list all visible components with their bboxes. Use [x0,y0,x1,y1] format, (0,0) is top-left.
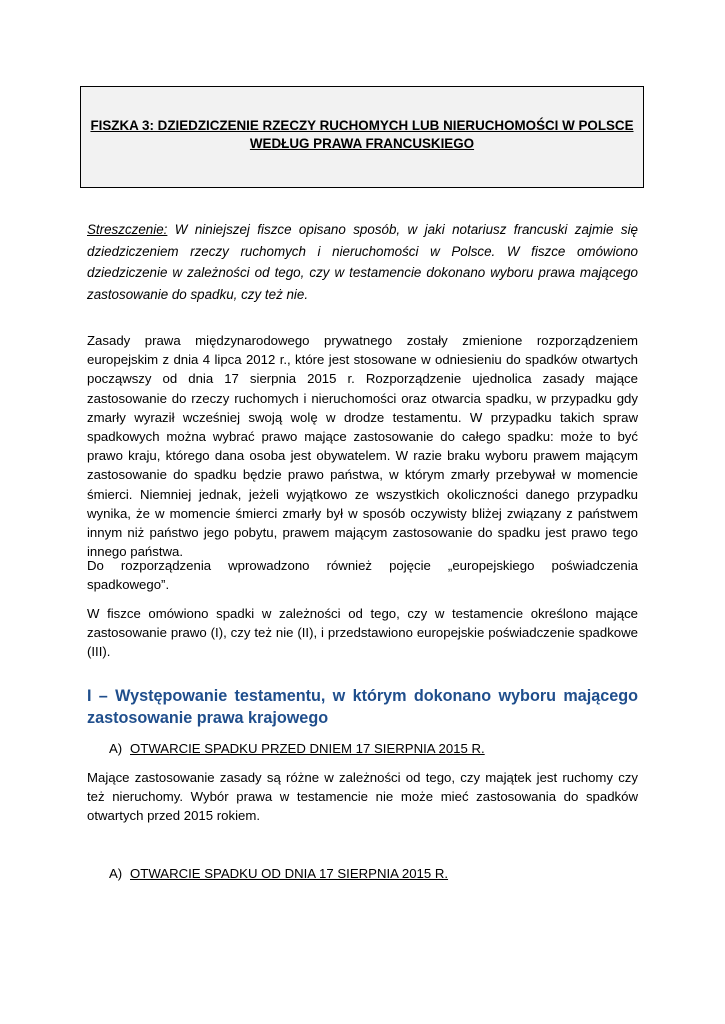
subheading-letter: A) [109,866,123,881]
summary-paragraph [87,219,638,305]
subheading-before-2015 [109,740,485,758]
paragraph-overview: W fiszce omówiono spadki w zależności od tego, czy w testamencie określono mające zastosowanie prawo (I), czy też nie (II), i przedstawiono europejskie poświadczenie spadkowe (III). [87,606,638,660]
paragraph-certificate: Do rozporządzenia wprowadzono również pojęcie „europejskiego poświadczenia spadkowego”. [87,558,638,593]
document-title [81,117,643,153]
title-box [80,86,644,188]
subheading-label: OTWARCIE SPADKU PRZED DNIEM 17 SIERPNIA 2015 R. [130,741,485,756]
title-line-1: FISZKA 3: DZIEDZICZENIE RZECZY RUCHOMYCH LUB NIERUCHOMOŚCI W POLSCE [90,118,634,133]
subheading-label: OTWARCIE SPADKU OD DNIA 17 SIERPNIA 2015 R. [130,866,449,881]
title-line-2: WEDŁUG PRAWA FRANCUSKIEGO [249,136,475,151]
subheading-letter: A) [109,741,123,756]
paragraph-intro: Zasady prawa międzynarodowego prywatnego zostały zmienione rozporządzeniem europejskim z dnia 4 lipca 2012 r., które jest stosowane w odniesieniu do spadków otwartych począwszy od dnia 17 sierpnia 2015 r. Rozporządzenie ujednolica zasady mające zastosowanie do rzeczy ruchomych i nieruchomości oraz otwarcia spadku, w przypadku gdy zmarły wyraził wcześniej swoją wolę w drodze testamentu. W przypadku takich spraw spadkowych można wybrać prawo mające zastosowanie do całego spadku: może to być prawo kraju, którego dana osoba jest obywatelem. W razie braku wyboru prawem mającym zastosowanie do spadku będzie prawo państwa, w którym zmarły przebywał w momencie śmierci. Niemniej jednak, jeżeli wyjątkowo ze wszystkich okoliczności danego przypadku wynika, że w momencie śmierci zmarły był w sposób oczywisty bliżej związany z państwem innym niż państwo jego pobytu, prawem mającym zastosowanie do spadku jest prawo tego innego państwa. [87,333,638,560]
section-heading-i: I – Występowanie testamentu, w którym dokonano wyboru mającego zastosowanie prawa krajowego [87,687,638,727]
paragraph-rules: Mające zastosowanie zasady są różne w zależności od tego, czy majątek jest ruchomy czy też nieruchomy. Wybór prawa w testamencie nie może mieć zastosowania do spadków otwartych przed 2015 rokiem. [87,770,638,824]
summary-text: W niniejszej fiszce opisano sposób, w jaki notariusz francuski zajmie się dziedziczeniem rzeczy ruchomych i nieruchomości w Polsce. W fiszce omówiono dziedziczenie w zależności od tego, czy w testamencie dokonano wyboru prawa mającego zastosowanie do spadku, czy też nie. [87,222,638,302]
subheading-from-2015 [109,865,448,883]
summary-label: Streszczenie: [87,222,168,237]
